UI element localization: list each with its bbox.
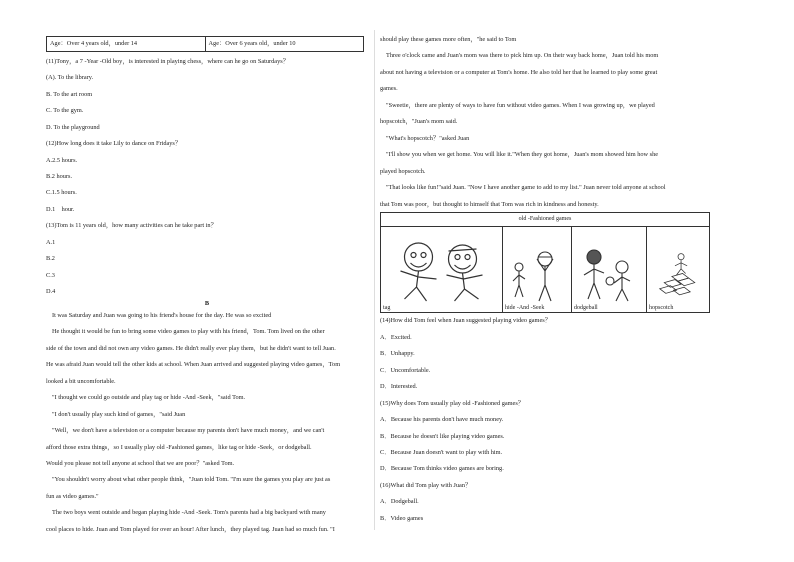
question-13: (13)Tom is 11 years old，how many activities can he take part in？ [46, 222, 217, 230]
option: A．Dodgeball. [380, 498, 419, 506]
story-line: side of the town and did not own any video games. He didn't really ever play them，but he didn't want to tell Juan. [46, 344, 336, 352]
game-label: hopscotch [649, 304, 674, 311]
question-14: (14)How did Tom feel when Juan suggested playing video games？ [380, 317, 551, 325]
age-cell: Age：Over 4 years old，under 14 [47, 37, 206, 52]
story-line: "I don't usually play such kind of games，"said Juan [52, 410, 186, 418]
story-line: about not having a television or a computer at Tom's home. He also told her that he learned to play some great [380, 68, 658, 76]
question-16: (16)What did Tom play with Juan？ [380, 481, 472, 489]
right-column [380, 36, 710, 523]
column-divider [374, 30, 375, 530]
option: D.1 hour. [46, 205, 75, 213]
option: A.2.5 hours. [46, 156, 78, 164]
story-line: "I thought we could go outside and play tag or hide -And -Seek，"said Tom. [52, 394, 246, 402]
option: D．Because Tom thinks video games are boring. [380, 465, 504, 473]
dodgeball-illustration [574, 245, 644, 305]
option: A．Because his parents don't have much money. [380, 416, 504, 424]
story-line: looked a bit uncomfortable. [46, 377, 116, 385]
story-line: should play these games more often，"he said to Tom [380, 36, 517, 43]
story-line: He thought it would be fun to bring some video games to play with his friend，Tom. Tom lived on the other [52, 328, 325, 336]
question-15: (15)Why does Tom usually play old -Fashioned games？ [380, 399, 525, 407]
game-label: dodgeball [574, 304, 598, 311]
question-11: (11)Tony，a 7 -Year -Old boy，is interested in playing chess，where can he go on Saturdays？ [46, 57, 289, 65]
option: C.1.5 hours. [46, 189, 77, 197]
story-line: Three o'clock came and Juan's mom was there to pick him up. On their way back home，Juan told his mom [386, 52, 659, 60]
games-table [380, 212, 710, 313]
story-line: He was afraid Juan would tell the other kids at school. When Juan arrived and suggested playing video games，Tom [46, 361, 341, 369]
left-column [46, 36, 368, 534]
story-line: that Tom was poor，but thought to himself that Tom was rich in kindness and honesty. [380, 200, 599, 208]
option: C.3 [46, 271, 55, 279]
option: D. To the playground [46, 123, 100, 131]
option: B．Unhappy. [380, 350, 415, 358]
story-line: The two boys went outside and began playing hide -And -Seek. Tom's parents had a big backyard with many [52, 509, 326, 517]
story-line: "Sweetie，there are plenty of ways to have fun without video games. When I was growing up，we played [386, 101, 655, 109]
option: B．Because he doesn't like playing video games. [380, 432, 505, 440]
section-heading: B [204, 300, 210, 308]
games-table-title: old -Fashioned games [381, 213, 710, 227]
story-line: "What's hopscotch？"asked Juan [386, 134, 470, 142]
option: (A). To the library. [46, 74, 94, 82]
option: D．Interested. [380, 383, 418, 391]
story-line: afford those extra things，so I usually play old -Fashioned games，like tag or hide -Seek，or dodgeball. [46, 443, 312, 451]
option: C．Because Juan doesn't want to play with him. [380, 449, 503, 457]
game-cell-hide-and-seek [503, 227, 572, 313]
option: D.4 [46, 288, 56, 296]
story-line: hopscotch，"Juan's mom said. [380, 118, 458, 126]
story-line: fun as video games." [46, 492, 99, 500]
story-line: "You shouldn't worry about what other people think，"Juan told Tom. "I'm sure the games you play are just as [52, 476, 331, 484]
hide-and-seek-illustration [505, 245, 569, 305]
option: B.2 [46, 255, 55, 263]
option: A．Excited. [380, 333, 412, 341]
age-table [46, 36, 364, 52]
game-label: hide -And -Seek [505, 304, 545, 311]
option: B．Video games [380, 514, 424, 522]
game-cell-hopscotch [647, 227, 710, 313]
game-cell-dodgeball [572, 227, 647, 313]
option: B. To the art room [46, 90, 93, 98]
option: A.1 [46, 238, 56, 246]
hopscotch-illustration [649, 245, 707, 305]
question-12: (12)How long does it take Lily to dance on Fridays？ [46, 140, 182, 148]
story-line: "I'll show you when we get home. You will like it."When they got home，Juan's mom showed him how she [386, 151, 659, 159]
story-line: cool places to hide. Juan and Tom played for over an hour! After lunch，they played tag. Juan had so much fun. "I [46, 525, 335, 533]
game-label: tag [383, 304, 391, 311]
option: C. To the gym. [46, 107, 84, 115]
story-line: games. [380, 85, 398, 93]
age-cell: Age：Over 6 years old，under 10 [205, 37, 364, 52]
story-line: played hopscotch. [380, 167, 426, 175]
tag-illustration [383, 235, 500, 305]
game-cell-tag [381, 227, 503, 313]
story-line: Would you please not tell anyone at school that we are poor？"asked Tom. [46, 460, 235, 467]
story-line: "That looks like fun!"said Juan. "Now I have another game to add to my list." Juan never told anyone at school [386, 184, 666, 192]
story-line: It was Saturday and Juan was going to his friend's house for the day. He was so excited [52, 311, 272, 319]
option: B.2 hours. [46, 173, 73, 181]
story-line: "Well，we don't have a television or a computer because my parents don't have much money，and we can't [52, 427, 325, 435]
option: C．Uncomfortable. [380, 366, 431, 374]
